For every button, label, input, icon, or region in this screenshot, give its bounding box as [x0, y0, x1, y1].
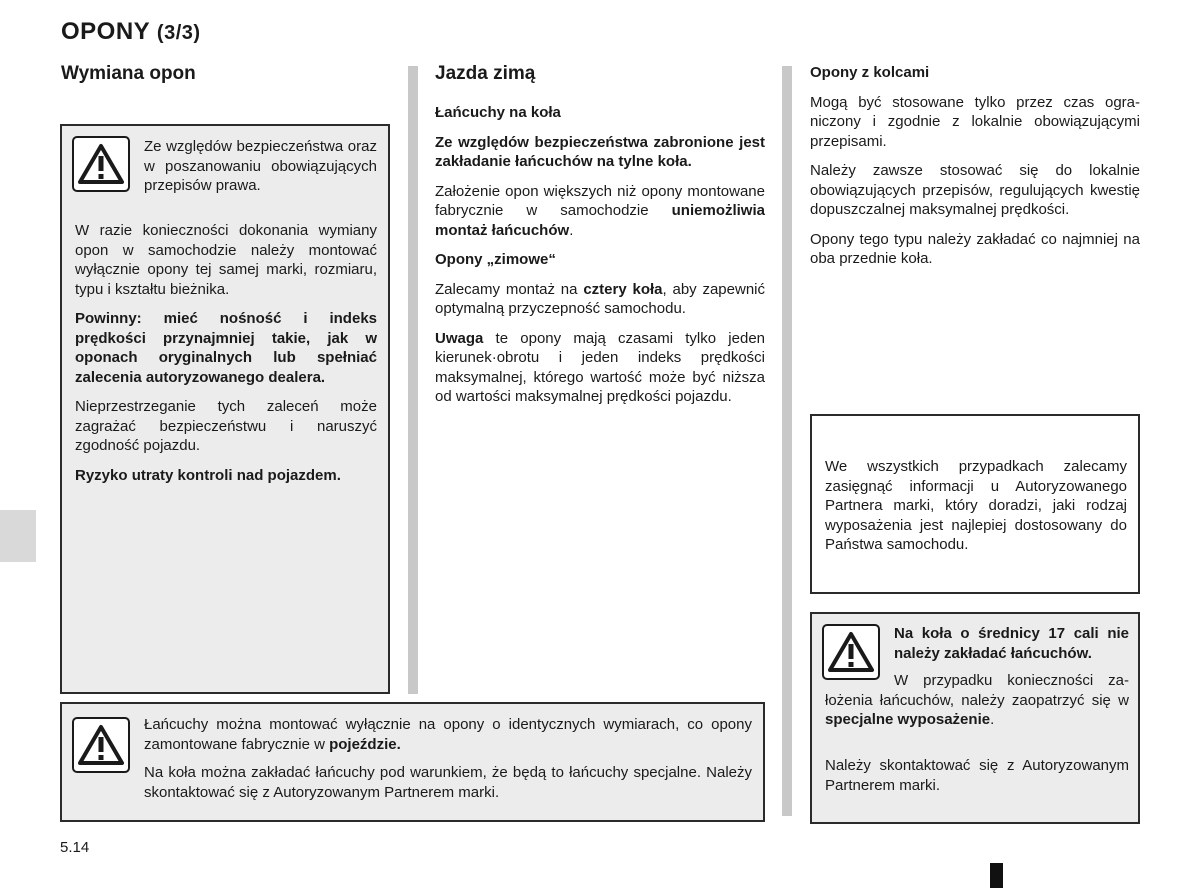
paragraph: Należy zawsze stosować się do lokalnie obowiązujących przepisów, regulujących kwestię dopuszczalnej maksymalnej prędkości.	[810, 162, 1140, 218]
winter-driving-text	[435, 103, 765, 417]
section-heading-winter-driving: Jazda zimą	[435, 63, 536, 84]
warning-paragraph: Należy skontaktować się z Autoryzowanym Partnerem marki.	[825, 757, 1129, 794]
paragraph: Zalecamy montaż na cztery koła, aby zapewnić optymalną przyczepność samochodu.	[435, 280, 765, 317]
warning-box-tyre-change	[60, 124, 390, 694]
warning-triangle-icon	[72, 136, 130, 192]
section-heading-tyre-change: Wymiana opon	[61, 63, 196, 84]
warning-paragraph: W przypadku konieczności założenia łańcuchów, należy zaopatrzyć się w specjalne wyposażenie.	[825, 672, 1129, 728]
warning-paragraph: Nieprzestrzeganie tych zaleceń może zagrażać bezpieczeństwu i naruszyć zgodność pojazdu.	[75, 398, 377, 454]
column-divider	[408, 66, 418, 694]
info-box	[810, 414, 1140, 594]
title-main: OPONY	[61, 18, 150, 45]
title-sub: (3/3)	[156, 22, 201, 44]
page-number: 5.14	[60, 839, 90, 856]
paragraph: Założenie opon większych niż opony montowane fabrycznie w samochodzie uniemożliwia montaż łańcuchów.	[435, 182, 765, 239]
paragraph: Uwaga te opony mają czasami tylko jeden kierunek·obrotu i jeden indeks prędkości maksymalnej, którego wartość może być niższa od wartości maksymalnej prędkości pojazdu.	[435, 329, 765, 405]
warning-box-chains	[60, 702, 765, 822]
page-title	[61, 18, 201, 46]
page-marker	[990, 863, 1003, 888]
warning-paragraph-bold: Powinny: mieć nośność i indeks prędkości przynajmniej takie, jak w oponach oryginalnych lub spełniać zalecenia autoryzowanego dealera.	[75, 310, 377, 386]
chapter-tab	[0, 510, 36, 562]
warning-paragraph: Na koła można zakładać łańcuchy pod warunkiem, że będą to łańcuchy specjalne. Należy skontaktować się z Autoryzowanym Partnerem marki.	[144, 764, 752, 801]
warning-paragraph: W razie konieczności dokonania wymiany opon w samochodzie należy montować wyłącznie opony tej samej marki, rozmiaru, typu i kształtu bieżnika.	[75, 222, 377, 298]
warning-paragraph: Łańcuchy można montować wyłącznie na opony o identycznych wymiarach, co opony zamontowane fabrycznie w pojeździe.	[144, 716, 752, 753]
subheading-winter-tyres: Opony „zimowe“	[435, 251, 556, 268]
warning-intro: Ze względów bezpieczeństwa oraz w poszanowaniu obowiązujących przepisów prawa.	[144, 138, 377, 194]
warning-box-17-inch	[810, 612, 1140, 824]
column-divider	[782, 66, 792, 816]
warning-triangle-icon	[72, 717, 130, 773]
subheading-studded-tyres: Opony z kolcami	[810, 64, 930, 81]
subheading-chains: Łańcuchy na koła	[435, 104, 561, 121]
studded-tyres-text	[810, 63, 1140, 279]
paragraph: Opony tego typu należy zakładać co najmniej na oba przednie koła.	[810, 230, 1140, 267]
paragraph: Mogą być stosowane tylko przez czas ograniczony i zgodnie z lokalnie obowiązującymi przepisami.	[810, 93, 1140, 150]
warning-bold: Na koła o średnicy 17 cali nie należy zakładać łańcuchów.	[894, 625, 1129, 662]
warning-paragraph-bold: Ryzyko utraty kontroli nad pojazdem.	[75, 466, 341, 484]
paragraph-bold: Ze względów bezpieczeństwa zabronione jest zakładanie łańcuchów na tylne koła.	[435, 133, 765, 170]
info-text: We wszystkich przypadkach zalecamy zasięgnąć informacji u Autoryzowanego Partnera marki, który doradzi, jaki rodzaj wyposażenia jest najlepiej dostosowany do Państwa samochodu.	[825, 458, 1127, 553]
